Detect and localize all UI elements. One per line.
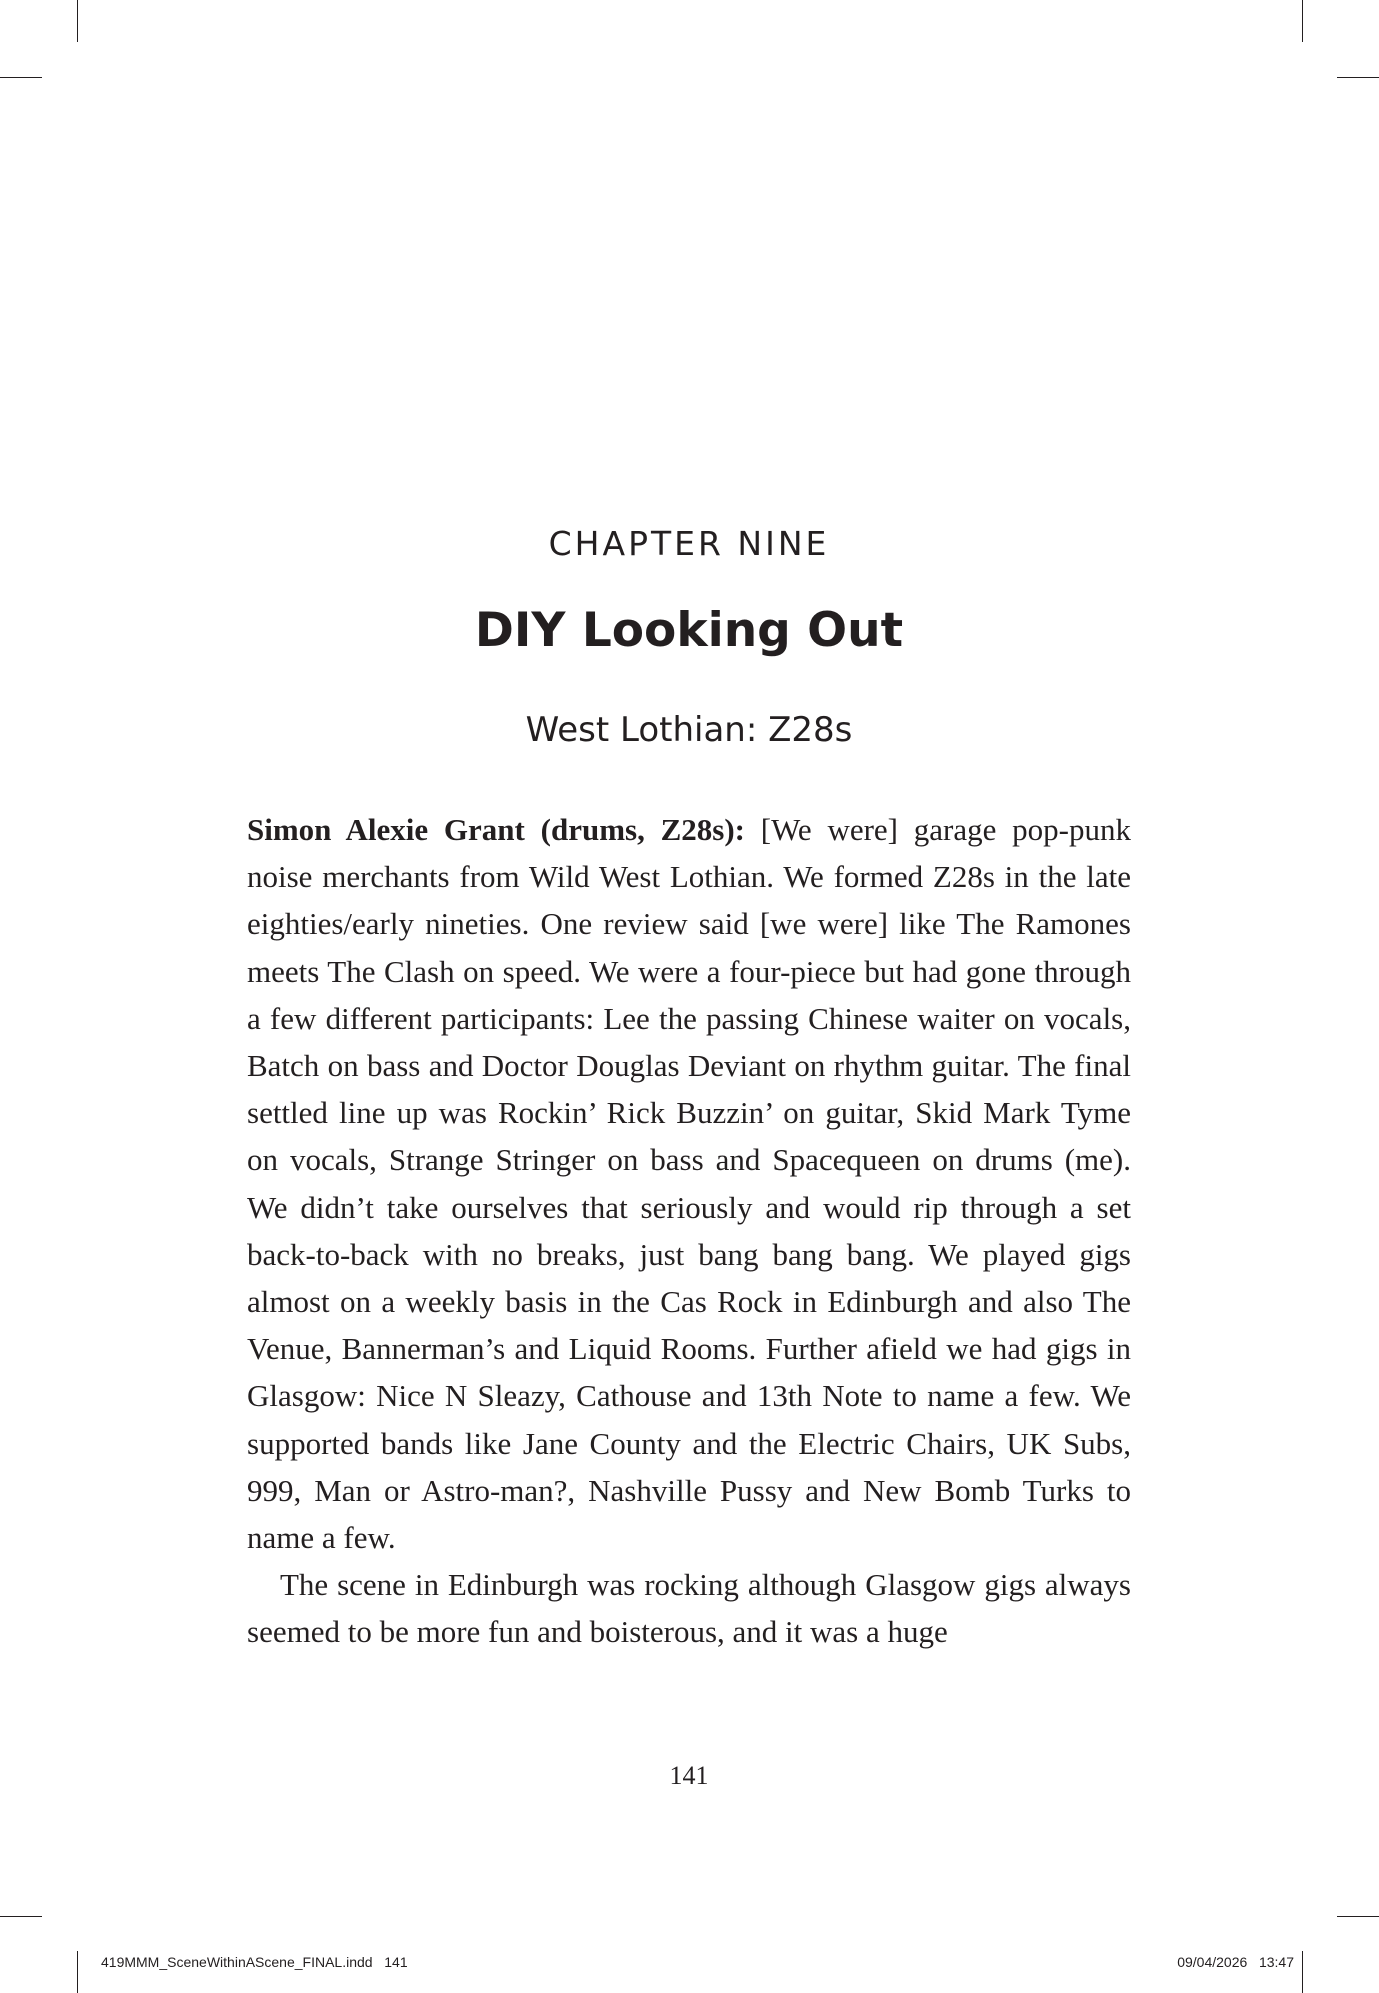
- crop-mark-top-right-h: [1337, 77, 1379, 78]
- crop-mark-bottom-right-h: [1337, 1916, 1379, 1917]
- paragraph-1-text: [We were] garage pop-punk noise merchants from Wild West Lothian. We formed Z28s in the late eighties/early nineties. One review said [we were] like The Ramones meets The Clash on speed. We were a four-piece but had gone through a few different participants: Lee the passing Chinese waiter on vocals, Batch on bass and Doctor Douglas Deviant on rhythm guitar. The final settled line up was Rockin’ Rick Buzzin’ on guitar, Skid Mark Tyme on vocals, Strange Stringer on bass and Spacequeen on drums (me). We didn’t take ourselves that seriously and would rip through a set back-to-back with no breaks, just bang bang bang. We played gigs almost on a weekly basis in the Cas Rock in Edinburgh and also The Venue, Bannerman’s and Liquid Rooms. Further afield we had gigs in Glasgow: Nice N Sleazy, Cathouse and 13th Note to name a few. We supported bands like Jane County and the Electric Chairs, UK Subs, 999, Man or Astro-man?, Nashville Pussy and New Bomb Turks to name a few.: [247, 812, 1131, 1556]
- crop-mark-bottom-left-h: [0, 1916, 42, 1917]
- paragraph-2: The scene in Edinburgh was rocking although Glasgow gigs always seemed to be more fun and boisterous, and it was a huge: [247, 1567, 1131, 1650]
- speaker-name: Simon Alexie Grant (drums, Z28s):: [247, 812, 746, 847]
- chapter-label: [0, 524, 1379, 564]
- slug-filename: 419MMM_SceneWithinAScene_FINAL.indd 141: [101, 1954, 408, 1970]
- chapter-subtitle: [0, 708, 1379, 752]
- paragraph-1: [247, 806, 1131, 1561]
- chapter-title-text: DIY Looking Out: [474, 603, 904, 658]
- crop-mark-top-right: [1302, 0, 1303, 42]
- chapter-label-text: CHAPTER NINE: [548, 524, 830, 563]
- crop-mark-top-left: [77, 0, 78, 42]
- slug-datetime: 09/04/2026 13:47: [1177, 1954, 1294, 1970]
- crop-mark-top-left-h: [0, 77, 42, 78]
- chapter-title: [0, 601, 1379, 661]
- crop-mark-bottom-right: [1302, 1951, 1303, 1993]
- chapter-subtitle-text: West Lothian: Z28s: [525, 710, 853, 750]
- page-number: 141: [669, 1761, 709, 1790]
- body-text: [247, 806, 1131, 1656]
- crop-mark-bottom-left: [77, 1951, 78, 1993]
